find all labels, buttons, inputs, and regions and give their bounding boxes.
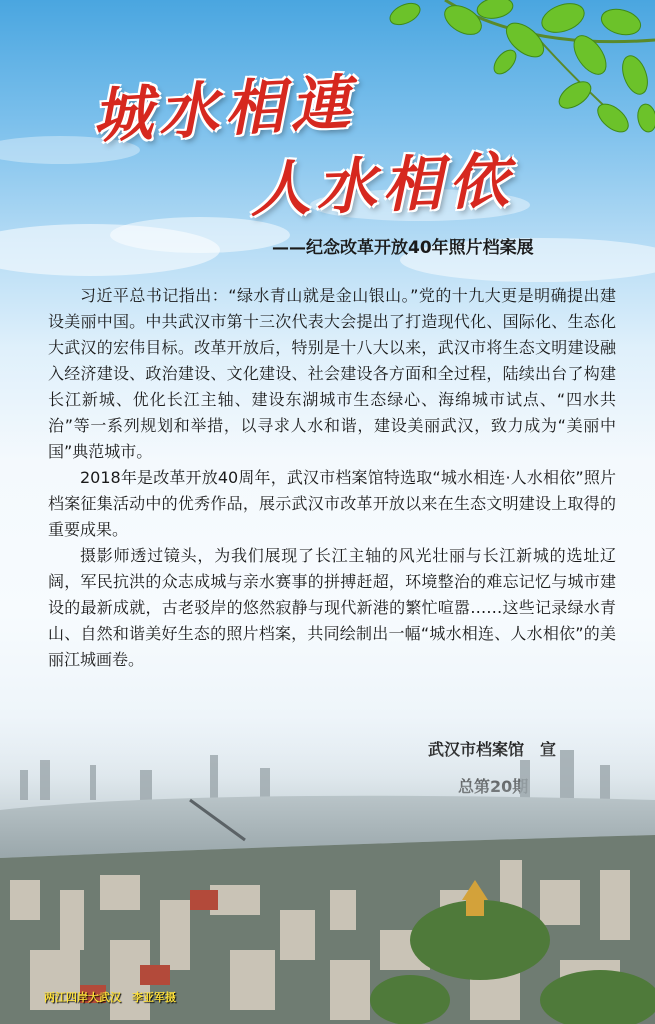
leaf-branch-decoration	[385, 0, 655, 150]
paragraph: 摄影师透过镜头，为我们展现了长江主轴的风光壮丽与长江新城的选址辽阔，军民抗洪的众志成城与亲水赛事的拼搏赶超，环境整治的难忘记忆与城市建设的最新成就，古老驳岸的悠然寂静与现代新港的繁忙喧嚣……这些记录绿水青山、自然和谐美好生态的照片档案，共同绘制出一幅“城水相连、人水相依”的美丽江城画卷。	[48, 546, 616, 669]
title-line-2: 人水相依	[249, 146, 516, 226]
subtitle: ——纪念改革开放40年照片档案展	[272, 238, 534, 258]
paragraph: 习近平总书记指出：“绿水青山就是金山银山。”党的十九大更是明确提出建设美丽中国。中共武汉市第十三次代表大会提出了打造现代化、国际化、生态化大武汉的宏伟目标。改革开放后，特别是十八大以来，武汉市将生态文明建设融入经济建设、政治建设、文化建设、社会建设各方面和全过程，陆续出台了构建长江新城、优化长江主轴、建设东湖城市生态绿心、海绵城市试点、“四水共治”等一系列规划和举措，以寻求人水和谐，建设美丽武汉，致力成为“美丽中国”典范城市。	[48, 286, 616, 461]
paragraph: 2018年是改革开放40周年，武汉市档案馆特选取“城水相连·人水相依”照片档案征集活动中的优秀作品，展示武汉市改革开放以来在生态文明建设上取得的重要成果。	[48, 468, 616, 539]
body-text	[48, 283, 616, 673]
photo-credit: 两江四岸大武汉 李亚军摄	[44, 991, 176, 1004]
city-aerial-photo	[0, 740, 655, 1024]
title-line-1: 城水相連	[90, 68, 358, 152]
